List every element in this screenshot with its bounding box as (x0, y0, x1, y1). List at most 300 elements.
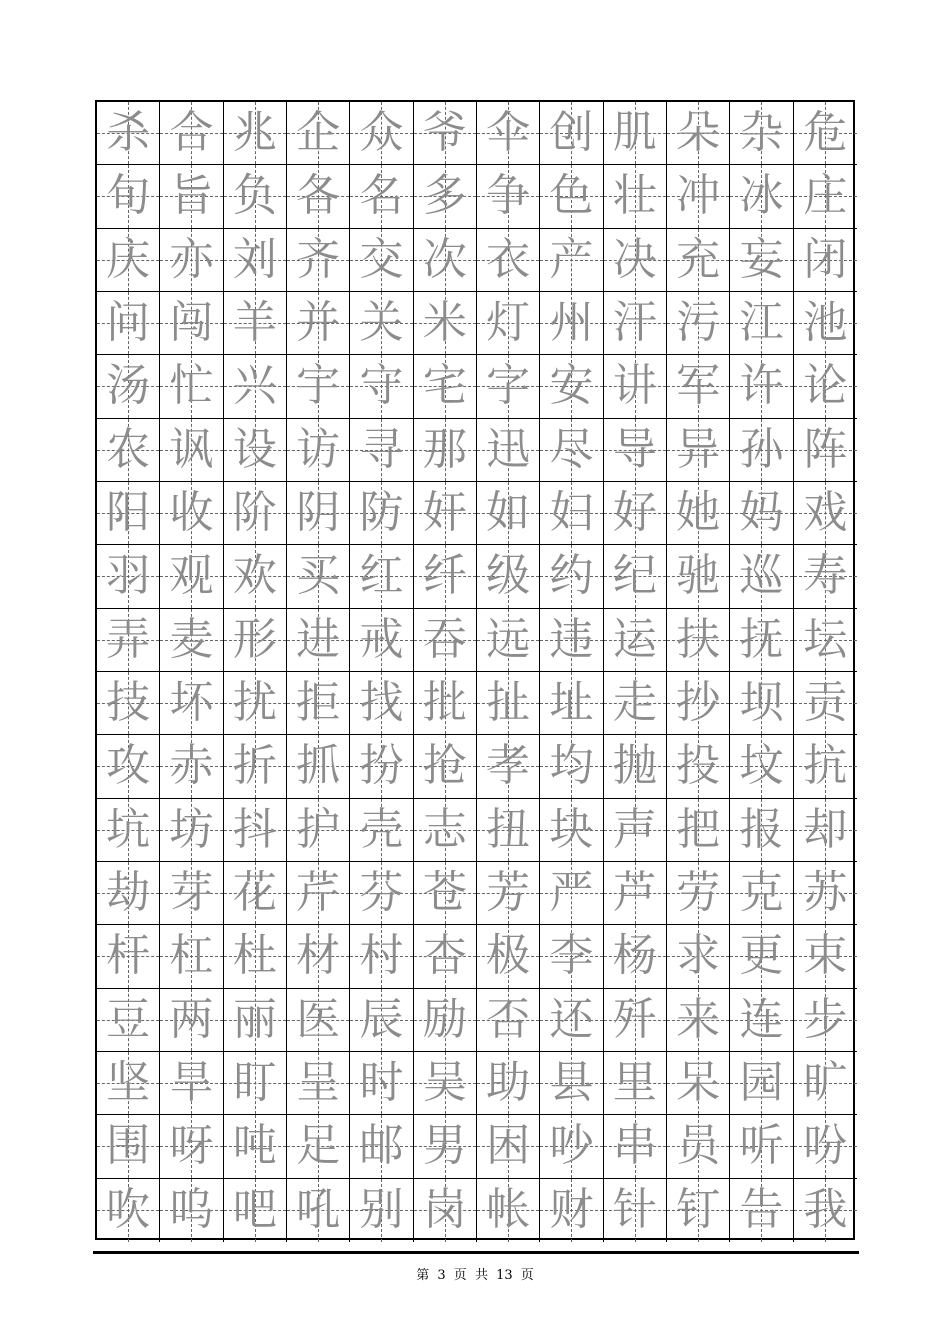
grid-cell (160, 1052, 223, 1115)
practice-character: 吞 (422, 613, 467, 665)
grid-cell (160, 482, 223, 545)
grid-cell (224, 292, 287, 355)
grid-cell (97, 102, 160, 165)
grid-cell (350, 672, 413, 735)
practice-character: 贡 (803, 677, 848, 729)
practice-character: 农 (106, 423, 151, 475)
grid-cell (667, 799, 730, 862)
practice-character: 各 (296, 170, 341, 222)
grid-cell (287, 419, 350, 482)
grid-cell (287, 735, 350, 798)
practice-character: 围 (106, 1120, 151, 1172)
grid-cell (160, 735, 223, 798)
grid-cell (667, 292, 730, 355)
grid-cell (477, 1179, 540, 1242)
bottom-rule (93, 1251, 859, 1254)
practice-character: 衣 (486, 233, 531, 285)
current-page-number: 3 (437, 1268, 446, 1283)
grid-cell (287, 989, 350, 1052)
grid-cell (540, 292, 603, 355)
practice-character: 那 (422, 423, 467, 475)
grid-cell (414, 989, 477, 1052)
footer-prefix: 第 (416, 1268, 430, 1283)
grid-cell (794, 1115, 857, 1178)
practice-character: 好 (612, 487, 657, 539)
grid-cell (97, 1115, 160, 1178)
grid-cell (477, 229, 540, 292)
grid-cell (477, 165, 540, 228)
footer-page-word: 页 (453, 1268, 467, 1283)
grid-cell (730, 419, 793, 482)
grid-cell (97, 165, 160, 228)
practice-character: 灯 (486, 297, 531, 349)
practice-character: 收 (169, 487, 214, 539)
total-pages-number: 13 (496, 1268, 513, 1283)
practice-character: 坟 (739, 740, 784, 792)
practice-character: 坝 (739, 677, 784, 729)
grid-cell (414, 735, 477, 798)
grid-cell (97, 229, 160, 292)
practice-character: 约 (549, 550, 594, 602)
practice-character: 杂 (739, 107, 784, 159)
grid-cell (160, 545, 223, 608)
grid-cell (794, 925, 857, 988)
practice-character: 江 (739, 297, 784, 349)
grid-cell (224, 609, 287, 672)
practice-character: 报 (739, 803, 784, 855)
practice-character: 址 (549, 677, 594, 729)
practice-character: 妈 (739, 487, 784, 539)
grid-cell (97, 925, 160, 988)
practice-character: 劫 (106, 867, 151, 919)
grid-cell (540, 925, 603, 988)
grid-cell (604, 545, 667, 608)
practice-character: 声 (612, 803, 657, 855)
practice-character: 违 (549, 613, 594, 665)
grid-cell (414, 545, 477, 608)
practice-character: 色 (549, 170, 594, 222)
practice-character: 肌 (612, 107, 657, 159)
grid-cell (730, 989, 793, 1052)
practice-character: 爷 (422, 107, 467, 159)
practice-character: 讽 (169, 423, 214, 475)
grid-cell (160, 1179, 223, 1242)
practice-character: 志 (422, 803, 467, 855)
practice-character: 孙 (739, 423, 784, 475)
practice-character: 困 (486, 1120, 531, 1172)
practice-character: 阴 (296, 487, 341, 539)
grid-cell (97, 609, 160, 672)
grid-cell (540, 229, 603, 292)
grid-cell (224, 102, 287, 165)
grid-cell (97, 292, 160, 355)
practice-character: 苏 (803, 867, 848, 919)
grid-cell (160, 102, 223, 165)
grid-cell (667, 482, 730, 545)
grid-cell (414, 229, 477, 292)
practice-character: 伞 (486, 107, 531, 159)
grid-cell (794, 989, 857, 1052)
grid-cell (477, 482, 540, 545)
grid-cell (477, 419, 540, 482)
grid-cell (287, 355, 350, 418)
grid-cell (97, 355, 160, 418)
practice-character: 园 (739, 1057, 784, 1109)
practice-character: 歼 (612, 993, 657, 1045)
grid-cell (604, 925, 667, 988)
practice-character: 纪 (612, 550, 657, 602)
grid-cell (477, 862, 540, 925)
practice-character: 汗 (612, 297, 657, 349)
practice-character: 走 (612, 677, 657, 729)
practice-character: 刘 (232, 233, 277, 285)
grid-cell (667, 735, 730, 798)
grid-cell (224, 482, 287, 545)
practice-character: 麦 (169, 613, 214, 665)
grid-cell (287, 862, 350, 925)
grid-cell (97, 989, 160, 1052)
grid-cell (224, 989, 287, 1052)
practice-character: 吩 (803, 1120, 848, 1172)
grid-cell (667, 1115, 730, 1178)
practice-character: 守 (359, 360, 404, 412)
practice-character: 孝 (486, 740, 531, 792)
practice-character: 兴 (232, 360, 277, 412)
grid-cell (730, 165, 793, 228)
practice-character: 戏 (803, 487, 848, 539)
practice-character: 材 (296, 930, 341, 982)
practice-character: 投 (676, 740, 721, 792)
grid-cell (604, 799, 667, 862)
grid-cell (540, 1179, 603, 1242)
practice-character: 级 (486, 550, 531, 602)
practice-character: 坚 (106, 1057, 151, 1109)
grid-cell (540, 419, 603, 482)
practice-character: 抚 (739, 613, 784, 665)
grid-cell (730, 292, 793, 355)
practice-character: 杀 (106, 107, 151, 159)
practice-character: 冲 (676, 170, 721, 222)
practice-character: 进 (296, 613, 341, 665)
practice-character: 丽 (232, 993, 277, 1045)
grid-cell (540, 989, 603, 1052)
grid-cell (667, 925, 730, 988)
page-footer (0, 1264, 950, 1283)
practice-character: 宅 (422, 360, 467, 412)
grid-cell (287, 609, 350, 672)
practice-character: 足 (296, 1120, 341, 1172)
grid-cell (477, 925, 540, 988)
practice-character: 旷 (803, 1057, 848, 1109)
grid-cell (224, 1115, 287, 1178)
practice-character: 企 (296, 107, 341, 159)
practice-character: 欢 (232, 550, 277, 602)
footer-suffix: 页 (520, 1268, 534, 1283)
practice-character: 求 (676, 930, 721, 982)
practice-character: 抢 (422, 740, 467, 792)
practice-character: 钉 (676, 1184, 721, 1236)
practice-character: 别 (359, 1184, 404, 1236)
grid-cell (540, 1052, 603, 1115)
practice-character: 红 (359, 550, 404, 602)
grid-cell (540, 165, 603, 228)
grid-cell (160, 925, 223, 988)
practice-character: 帐 (486, 1184, 531, 1236)
practice-character: 防 (359, 487, 404, 539)
practice-character: 劳 (676, 867, 721, 919)
grid-cell (477, 735, 540, 798)
practice-character: 芽 (169, 867, 214, 919)
practice-character: 扰 (232, 677, 277, 729)
practice-character: 来 (676, 993, 721, 1045)
grid-cell (350, 355, 413, 418)
grid-cell (350, 102, 413, 165)
grid-cell (350, 1115, 413, 1178)
footer-total-prefix: 共 (474, 1268, 488, 1283)
practice-character: 杠 (169, 930, 214, 982)
grid-cell (224, 355, 287, 418)
grid-cell (97, 862, 160, 925)
practice-character: 妄 (739, 233, 784, 285)
practice-character: 连 (739, 993, 784, 1045)
practice-character: 杜 (232, 930, 277, 982)
practice-character: 拒 (296, 677, 341, 729)
grid-cell (287, 1052, 350, 1115)
practice-character: 产 (549, 233, 594, 285)
grid-cell (667, 355, 730, 418)
practice-character: 医 (296, 993, 341, 1045)
practice-character: 呈 (296, 1057, 341, 1109)
grid-cell (414, 862, 477, 925)
grid-cell (224, 672, 287, 735)
practice-character: 驰 (676, 550, 721, 602)
practice-character: 观 (169, 550, 214, 602)
practice-character: 兆 (232, 107, 277, 159)
grid-cell (350, 925, 413, 988)
practice-character: 县 (549, 1057, 594, 1109)
practice-character: 忙 (169, 360, 214, 412)
practice-character: 抖 (232, 803, 277, 855)
grid-cell (604, 672, 667, 735)
grid-cell (224, 925, 287, 988)
grid-cell (477, 989, 540, 1052)
grid-cell (477, 545, 540, 608)
grid-cell (287, 292, 350, 355)
grid-cell (477, 1115, 540, 1178)
grid-cell (414, 1179, 477, 1242)
practice-character: 串 (612, 1120, 657, 1172)
practice-character: 折 (232, 740, 277, 792)
practice-character: 阵 (803, 423, 848, 475)
grid-cell (604, 165, 667, 228)
grid-cell (160, 419, 223, 482)
practice-character: 并 (296, 297, 341, 349)
grid-cell (350, 229, 413, 292)
practice-character: 告 (739, 1184, 784, 1236)
grid-cell (97, 799, 160, 862)
grid-cell (287, 799, 350, 862)
grid-cell (540, 1115, 603, 1178)
practice-character: 李 (549, 930, 594, 982)
grid-cell (604, 102, 667, 165)
practice-character: 讲 (612, 360, 657, 412)
practice-character: 针 (612, 1184, 657, 1236)
grid-cell (794, 229, 857, 292)
grid-cell (477, 799, 540, 862)
grid-cell (667, 672, 730, 735)
practice-character: 批 (422, 677, 467, 729)
grid-cell (350, 609, 413, 672)
practice-character: 弄 (106, 613, 151, 665)
practice-character: 花 (232, 867, 277, 919)
grid-cell (160, 355, 223, 418)
practice-character: 安 (549, 360, 594, 412)
practice-character: 极 (486, 930, 531, 982)
practice-character: 设 (232, 423, 277, 475)
practice-character: 州 (549, 297, 594, 349)
grid-cell (604, 735, 667, 798)
practice-character: 男 (422, 1120, 467, 1172)
practice-character: 形 (232, 613, 277, 665)
practice-character: 杆 (106, 930, 151, 982)
practice-character: 更 (739, 930, 784, 982)
practice-character: 听 (739, 1120, 784, 1172)
grid-cell (540, 862, 603, 925)
practice-character: 她 (676, 487, 721, 539)
grid-cell (350, 989, 413, 1052)
practice-character: 步 (803, 993, 848, 1045)
grid-cell (730, 799, 793, 862)
grid-cell (477, 1052, 540, 1115)
practice-character: 羊 (232, 297, 277, 349)
practice-character: 米 (422, 297, 467, 349)
grid-cell (730, 482, 793, 545)
practice-character: 宇 (296, 360, 341, 412)
grid-cell (414, 1115, 477, 1178)
grid-cell (604, 1052, 667, 1115)
practice-character: 呀 (169, 1120, 214, 1172)
practice-character: 员 (676, 1120, 721, 1172)
grid-cell (160, 672, 223, 735)
grid-cell (794, 355, 857, 418)
grid-cell (350, 862, 413, 925)
practice-character: 芳 (486, 867, 531, 919)
practice-character: 论 (803, 360, 848, 412)
grid-cell (667, 102, 730, 165)
practice-character: 寿 (803, 550, 848, 602)
grid-cell (287, 165, 350, 228)
practice-character: 次 (422, 233, 467, 285)
practice-character: 我 (803, 1184, 848, 1236)
practice-character: 杏 (422, 930, 467, 982)
grid-cell (287, 229, 350, 292)
practice-character: 旨 (169, 170, 214, 222)
practice-character: 严 (549, 867, 594, 919)
grid-cell (730, 1052, 793, 1115)
grid-cell (414, 355, 477, 418)
grid-cell (97, 1179, 160, 1242)
grid-cell (350, 1179, 413, 1242)
grid-cell (477, 609, 540, 672)
practice-character: 里 (612, 1057, 657, 1109)
practice-character: 合 (169, 107, 214, 159)
practice-character: 异 (676, 423, 721, 475)
grid-cell (97, 419, 160, 482)
grid-cell (160, 292, 223, 355)
practice-character: 字 (486, 360, 531, 412)
practice-character: 呆 (676, 1057, 721, 1109)
grid-cell (604, 355, 667, 418)
practice-character: 芹 (296, 867, 341, 919)
grid-cell (730, 735, 793, 798)
practice-character: 还 (549, 993, 594, 1045)
practice-character: 负 (232, 170, 277, 222)
practice-character: 阳 (106, 487, 151, 539)
practice-character: 壮 (612, 170, 657, 222)
grid-cell (287, 102, 350, 165)
practice-character: 闭 (803, 233, 848, 285)
practice-character: 多 (422, 170, 467, 222)
practice-character: 杨 (612, 930, 657, 982)
grid-cell (287, 545, 350, 608)
practice-character: 旱 (169, 1057, 214, 1109)
practice-character: 坊 (169, 803, 214, 855)
practice-character: 巡 (739, 550, 784, 602)
practice-character: 关 (359, 297, 404, 349)
practice-character: 吼 (296, 1184, 341, 1236)
grid-cell (224, 799, 287, 862)
grid-cell (604, 1115, 667, 1178)
practice-character: 找 (359, 677, 404, 729)
grid-cell (224, 862, 287, 925)
practice-character: 吹 (106, 1184, 151, 1236)
grid-cell (667, 545, 730, 608)
practice-character: 朵 (676, 107, 721, 159)
grid-cell (224, 165, 287, 228)
practice-character: 块 (549, 803, 594, 855)
grid-cell (730, 102, 793, 165)
grid-cell (730, 609, 793, 672)
grid-cell (730, 862, 793, 925)
grid-cell (667, 609, 730, 672)
grid-cell (414, 292, 477, 355)
grid-cell (540, 672, 603, 735)
grid-cell (414, 672, 477, 735)
grid-cell (794, 419, 857, 482)
practice-character: 亦 (169, 233, 214, 285)
grid-cell (794, 482, 857, 545)
practice-character: 却 (803, 803, 848, 855)
grid-cell (667, 862, 730, 925)
practice-character: 羽 (106, 550, 151, 602)
practice-character: 均 (549, 740, 594, 792)
practice-character: 吵 (549, 1120, 594, 1172)
grid-cell (97, 545, 160, 608)
practice-character: 冰 (739, 170, 784, 222)
practice-character: 危 (803, 107, 848, 159)
practice-character: 攻 (106, 740, 151, 792)
grid-cell (287, 925, 350, 988)
grid-cell (414, 482, 477, 545)
practice-character: 豆 (106, 993, 151, 1045)
grid-cell (794, 1179, 857, 1242)
grid-cell (794, 292, 857, 355)
grid-cell (540, 609, 603, 672)
grid-cell (794, 862, 857, 925)
practice-character: 决 (612, 233, 657, 285)
practice-character: 戒 (359, 613, 404, 665)
practice-character: 访 (296, 423, 341, 475)
